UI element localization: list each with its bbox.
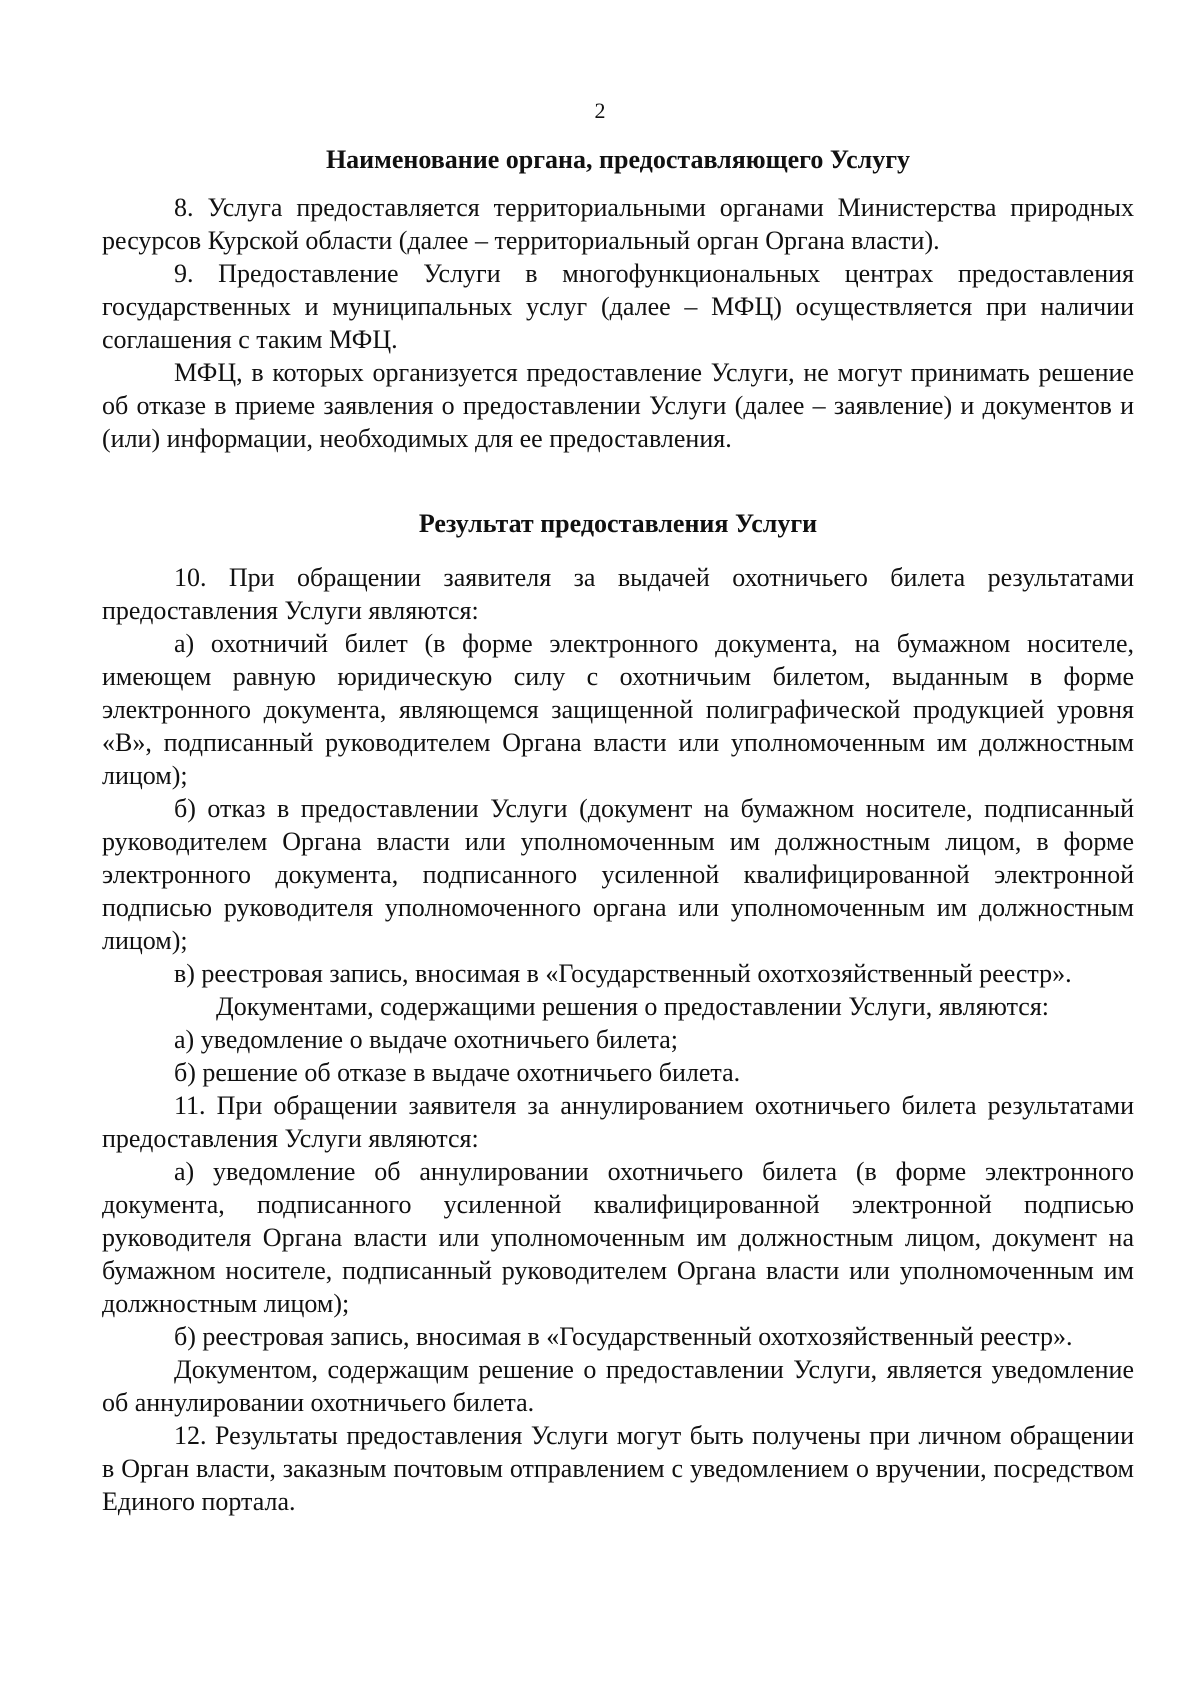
paragraph-11-b: б) реестровая запись, вносимая в «Государственный охотхозяйственный реестр». xyxy=(174,1322,1073,1351)
paragraph-10-doc-b: б) решение об отказе в выдаче охотничьего билета. xyxy=(174,1058,741,1087)
paragraph-12: 12. Результаты предоставления Услуги могут быть получены при личном обращении в Орган власти, заказным почтовым отправлением с уведомлением о вручении, посредством Единого портала. xyxy=(102,1421,1134,1516)
paragraph-8: 8. Услуга предоставляется территориальными органами Министерства природных ресурсов Курской области (далее – территориальный орган Органа власти). xyxy=(102,193,1134,255)
paragraph-mfc: МФЦ, в которых организуется предоставление Услуги, не могут принимать решение об отказе в приеме заявления о предоставлении Услуги (далее – заявление) и документов и (или) информации, необходимых для ее предоставления. xyxy=(102,358,1134,453)
paragraph-10: 10. При обращении заявителя за выдачей охотничьего билета результатами предоставления Услуги являются: xyxy=(102,563,1134,625)
paragraph-10-doc-a: а) уведомление о выдаче охотничьего билета; xyxy=(174,1025,678,1054)
document-body xyxy=(102,143,1134,1518)
paragraph-11: 11. При обращении заявителя за аннулированием охотничьего билета результатами предоставления Услуги являются: xyxy=(102,1091,1134,1153)
paragraph-10-b: б) отказ в предоставлении Услуги (документ на бумажном носителе, подписанный руководителем Органа власти или уполномоченным им должностным лицом, в форме электронного документа, подписанного усиленной квалифицированной электронной подписью руководителя уполномоченного органа или уполномоченным им должностным лицом); xyxy=(102,794,1134,955)
paragraph-11-document: Документом, содержащим решение о предоставлении Услуги, является уведомление об аннулировании охотничьего билета. xyxy=(102,1355,1134,1417)
paragraph-10-documents: Документами, содержащими решения о предоставлении Услуги, являются: xyxy=(216,992,1050,1021)
section-heading-authority: Наименование органа, предоставляющего Услугу xyxy=(325,145,911,174)
page-number: 2 xyxy=(594,98,606,123)
paragraph-10-v: в) реестровая запись, вносимая в «Государственный охотхозяйственный реестр». xyxy=(174,959,1072,988)
paragraph-9: 9. Предоставление Услуги в многофункциональных центрах предоставления государственных и муниципальных услуг (далее – МФЦ) осуществляется при наличии соглашения с таким МФЦ. xyxy=(102,259,1134,354)
section-heading-result: Результат предоставления Услуги xyxy=(418,509,818,538)
paragraph-11-a: а) уведомление об аннулировании охотничьего билета (в форме электронного документа, подписанного усиленной квалифицированной электронной подписью руководителя Органа власти или уполномоченным им должностным лицом, документ на бумажном носителе, подписанный руководителем Органа власти или уполномоченным им должностным лицом); xyxy=(102,1157,1134,1318)
paragraph-10-a: а) охотничий билет (в форме электронного документа, на бумажном носителе, имеющем равную юридическую силу с охотничьим билетом, выданным в форме электронного документа, являющемся защищенной полиграфической продукцией уровня «В», подписанный руководителем Органа власти или уполномоченным им должностным лицом); xyxy=(102,629,1134,790)
